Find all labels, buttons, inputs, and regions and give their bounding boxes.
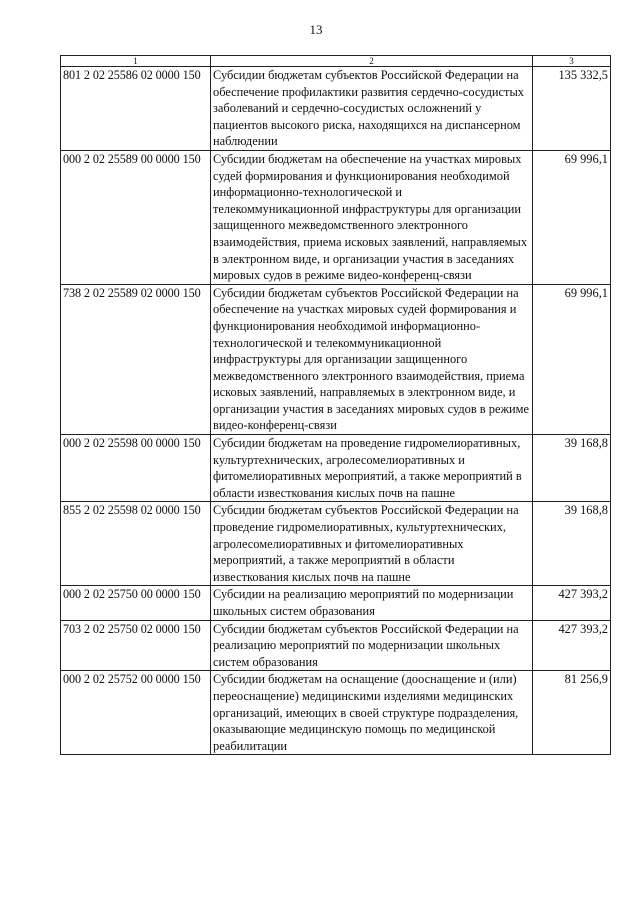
table-row (61, 671, 611, 755)
subsidy-name: Субсидии бюджетам субъектов Российской Федерации на проведение гидромелиоративных, культуртехнических, агролесомелиоративных и фитомелиоративных мероприятий, а также мероприятий в области известкования кислых почв на пашне (211, 502, 533, 586)
header-row (61, 56, 611, 67)
subsidy-amount: 427 393,2 (533, 620, 611, 671)
subsidy-amount: 135 332,5 (533, 67, 611, 151)
subsidy-amount: 39 168,8 (533, 435, 611, 502)
page-number: 13 (309, 22, 323, 37)
budget-code: 738 2 02 25589 02 0000 150 (61, 284, 211, 434)
budget-code: 801 2 02 25586 02 0000 150 (61, 67, 211, 151)
subsidy-amount: 39 168,8 (533, 502, 611, 586)
budget-code: 000 2 02 25752 00 0000 150 (61, 671, 211, 755)
column-header-code: 1 (61, 56, 211, 67)
subsidy-amount: 69 996,1 (533, 150, 611, 284)
budget-code: 000 2 02 25589 00 0000 150 (61, 150, 211, 284)
table-row (61, 502, 611, 586)
table-row (61, 620, 611, 671)
subsidy-name: Субсидии бюджетам субъектов Российской Федерации на обеспечение на участках мировых судей формирования и функционирования необходимой информационно-технологической и телекоммуникационной инфраструктуры для организации защищенного межведомственного электронного взаимодействия, приема исковых заявлений, направляемых в электронном виде, и организации участия в заседаниях мировых судов в режиме видео-конференц-связи (211, 284, 533, 434)
budget-code: 703 2 02 25750 02 0000 150 (61, 620, 211, 671)
subsidy-name: Субсидии бюджетам субъектов Российской Федерации на реализацию мероприятий по модернизации школьных систем образования (211, 620, 533, 671)
table-row (61, 435, 611, 502)
budget-code: 000 2 02 25750 00 0000 150 (61, 586, 211, 620)
table-body (61, 67, 611, 755)
budget-table (60, 55, 611, 755)
table-row (61, 586, 611, 620)
subsidy-name: Субсидии бюджетам на оснащение (дооснащение и (или) переоснащение) медицинскими изделиями медицинских организаций, имеющих в своей структуре подразделения, оказывающие медицинскую помощь по медицинской реабилитации (211, 671, 533, 755)
table-row (61, 284, 611, 434)
subsidy-amount: 69 996,1 (533, 284, 611, 434)
subsidy-amount: 427 393,2 (533, 586, 611, 620)
column-header-amount: 3 (533, 56, 611, 67)
table-header (61, 56, 611, 67)
table-row (61, 150, 611, 284)
budget-code: 855 2 02 25598 02 0000 150 (61, 502, 211, 586)
column-header-name: 2 (211, 56, 533, 67)
subsidy-name: Субсидии бюджетам на проведение гидромелиоративных, культуртехнических, агролесомелиоративных и фитомелиоративных мероприятий, а также мероприятий в области известкования кислых почв на пашне (211, 435, 533, 502)
subsidy-name: Субсидии бюджетам субъектов Российской Федерации на обеспечение профилактики развития сердечно-сосудистых заболеваний и сердечно-сосудистых осложнений у пациентов высокого риска, находящихся на диспансерном наблюдении (211, 67, 533, 151)
subsidy-name: Субсидии на реализацию мероприятий по модернизации школьных систем образования (211, 586, 533, 620)
budget-code: 000 2 02 25598 00 0000 150 (61, 435, 211, 502)
subsidy-name: Субсидии бюджетам на обеспечение на участках мировых судей формирования и функционирования необходимой информационно-технологической и телекоммуникационной инфраструктуры для организации защищенного межведомственного электронного взаимодействия, приема исковых заявлений, направляемых в электронном виде, и организации участия в заседаниях мировых судов в режиме видео-конференц-связи (211, 150, 533, 284)
subsidy-amount: 81 256,9 (533, 671, 611, 755)
table-row (61, 67, 611, 151)
